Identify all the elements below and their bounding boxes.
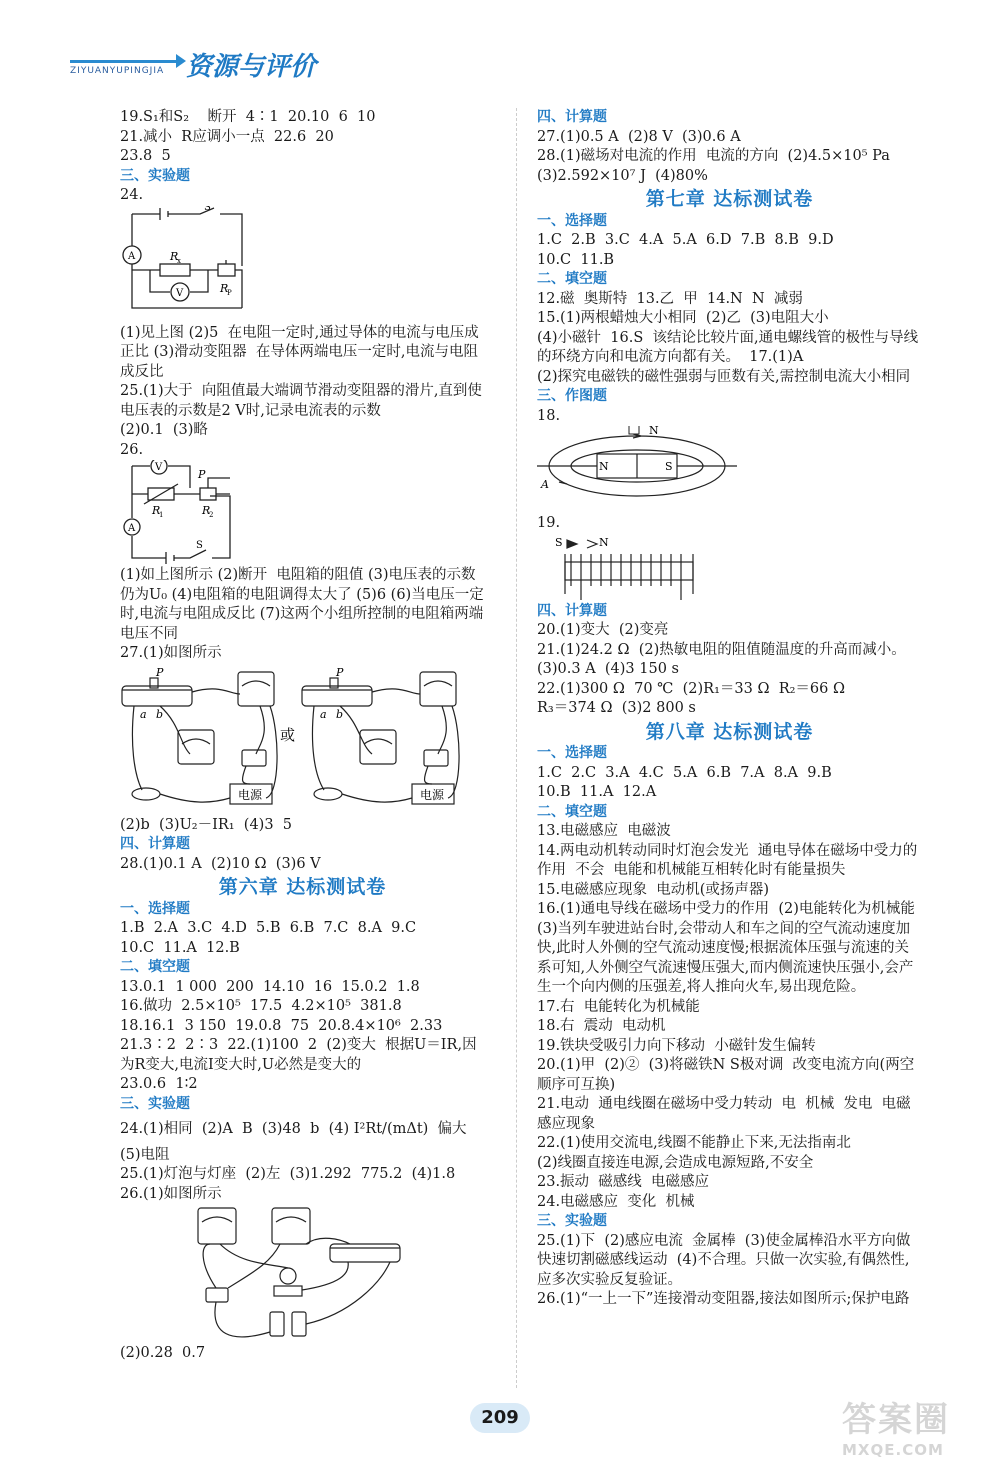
section-heading: 二、填空题 [537,803,607,820]
answer-line: 18.16.1 3 150 19.0.8 75 20.8.4×10⁶ 2.33 [120,1017,443,1034]
answer-line: 26.(1)“一上一下”连接滑动变阻器,接法如图所示;保护电路 [537,1291,910,1307]
answer-line: (2)0.1 (3)略 [120,422,208,438]
answer-line: (2)探究电磁铁的磁性强弱与匝数有关,需控制电流大小相同 [537,368,911,385]
power-label: 电源 [238,787,263,802]
page-header [66,42,356,84]
apparatus-diagram-27 [120,664,485,816]
answer-line: 13.电磁感应 电磁波 [537,823,671,839]
answer-line: (3)2.592×10⁷ J (4)80% [537,167,708,184]
section-heading: 四、计算题 [537,602,607,619]
answer-line: 26.(1)如图所示 [120,1185,222,1202]
svg-text:S: S [555,535,563,549]
answer-line: (4)小磁针 16.S 该结论比较片面,通电螺线管的极性与导线的环绕方向和电流方向都有关。 17.(1)A [537,329,919,365]
chapter-title: 第六章 达标测试卷 [218,876,387,898]
answer-line: 21.减小 R应调小一点 22.6 20 [120,128,334,145]
answer-line: (5)电阻 [120,1146,170,1163]
answer-line: R₃＝374 Ω (3)2 800 s [537,700,696,716]
page-number: 209 [470,1403,530,1433]
section-heading: 一、选择题 [537,745,607,761]
svg-text:b: b [336,707,344,721]
svg-text:A: A [128,523,136,534]
answer-line: 25.(1)下 (2)感应电流 金属棒 (3)使金属棒沿水平方向做快速切割磁感线运动 (4)不合理。只做一次实验,有偶然性,应多次实验反复验证。 [537,1232,911,1288]
svg-text:N: N [649,426,659,437]
svg-text:S: S [665,460,673,473]
svg-text:A: A [541,478,549,491]
svg-text:a: a [320,707,327,721]
svg-text:b: b [156,707,164,721]
answer-line: 22.(1)使用交流电,线圈不能静止下来,无法指南北 [537,1135,851,1151]
magnet-field-svg [537,426,737,514]
header-line [70,60,180,63]
circuit-diagram-26 [120,460,485,566]
svg-text:x: x [177,256,181,265]
solenoid-svg [537,534,737,602]
answer-line: 21.(1)24.2 Ω (2)热敏电阻的阻值随温度的升高而减小。 (3)0.3 A (4)3 150 s [537,641,915,677]
answer-line: 16.(1)通电导线在磁场中受力的作用 (2)电能转化为机械能 (3)当列车驶进站台时,会带动人和车之间的空气流动速度加快,此时人外侧的空气流动速度慢;根据流体压强与流速的关系可知,人外侧空气流速慢压强大,而内侧流速快压强小,会产生一个向内侧的压强差,将人推向火车,易出现危险。 [537,901,925,995]
section-heading: 一、选择题 [537,212,607,229]
power-label: 电源 [420,787,445,802]
svg-text:R: R [202,504,211,517]
answer-line: 13.0.1 1 000 200 14.10 16 15.0.2 1.8 [120,978,420,995]
answer-line: (2)0.28 0.7 [120,1345,206,1361]
section-heading: 三、实验题 [120,167,190,184]
section-heading: 三、实验题 [537,1213,607,1229]
answer-line: 15.电磁感应现象 电动机(或扬声器) [537,881,770,898]
circuit-diagram-24 [120,206,485,324]
question-number: 24. [120,187,144,203]
apparatus-26b-svg [120,1204,420,1344]
answer-line: 10.C 11.B [537,251,615,268]
answer-line: 23.0.6 1∶2 [120,1076,198,1092]
question-number: 18. [537,407,561,424]
solenoid-diagram [537,534,922,602]
left-column [120,108,485,1364]
answer-line: (2)b (3)U₂－IR₁ (4)3 5 [120,816,292,833]
circuit-24-svg [120,206,260,324]
svg-text:A: A [128,250,136,262]
arrow-icon [176,54,186,68]
or-label: 或 [280,725,296,744]
section-heading: 二、填空题 [120,959,190,975]
chapter-title: 第七章 达标测试卷 [645,188,814,210]
answer-line: 21.电动 通电线圈在磁场中受力转动 电 机械 发电 电磁感应现象 [537,1096,911,1132]
answer-line: 24.电磁感应 变化 机械 [537,1193,695,1210]
svg-text:V: V [176,287,184,299]
svg-text:S: S [196,540,203,551]
answer-line: 19.铁块受吸引力向下移动 小磁针发生偏转 [537,1037,816,1054]
answer-line: (1)见上图 (2)5 在电阻一定时,通过导体的电流与电压成正比 (3)滑动变阻器 在导体两端电压一定时,电流与电阻成反比 [120,324,479,380]
apparatus-diagram-26b [120,1204,485,1344]
answer-line: 21.3∶2 2∶3 22.(1)100 2 (2)变大 根据U＝IR,因为R变大,电流I变大时,U必然是变大的 [120,1037,477,1073]
header-subtitle: ZIYUANYUPINGJIA [70,66,165,76]
watermark-url: MXQE.COM [842,1441,944,1459]
answer-line: 22.(1)300 Ω 70 ℃ (2)R₁＝33 Ω R₂＝66 Ω [537,680,846,697]
section-heading: 一、选择题 [120,900,190,917]
svg-text:P: P [336,665,344,679]
column-divider [516,108,518,1388]
watermark-logo [842,1392,982,1459]
svg-text:a: a [140,707,147,721]
answer-line: 27.(1)如图所示 [120,645,222,661]
circuit-26-svg [120,460,260,566]
answer-line: 19.S₁和S₂ 断开 4∶1 20.10 6 10 [120,109,376,125]
answer-line: 25.(1)大于 向阻值最大端调节滑动变阻器的滑片,直到使电压表的示数是2 V时,记录电流表的示数 [120,383,482,419]
answer-line: 20.(1)变大 (2)变亮 [537,622,669,638]
answer-line: (2)线圈直接连电源,会造成电源短路,不安全 [537,1154,814,1171]
section-heading: 三、作图题 [537,388,607,404]
svg-text:P: P [227,288,232,297]
svg-text:S: S [204,205,211,213]
magnet-field-diagram [537,426,922,514]
answer-line: 25.(1)灯泡与灯座 (2)左 (3)1.292 775.2 (4)1.8 [120,1166,456,1182]
svg-text:2: 2 [209,511,214,519]
svg-text:P: P [156,665,164,679]
answer-line: 23.8 5 [120,148,171,164]
section-heading: 四、计算题 [120,836,190,852]
question-number: 26. [120,441,144,458]
answer-line: 12.磁 奥斯特 13.乙 甲 14.N N 减弱 [537,290,803,307]
watermark-text: 答案圈 [842,1400,950,1440]
answer-line: 27.(1)0.5 A (2)8 V (3)0.6 A [537,128,741,145]
section-heading: 四、计算题 [537,109,607,125]
svg-text:V: V [155,462,163,473]
answer-line: 16.做功 2.5×10⁵ 17.5 4.2×10⁵ 381.8 [120,998,402,1014]
answer-line: 28.(1)磁场对电流的作用 电流的方向 (2)4.5×10⁵ Pa [537,148,890,164]
section-heading: 二、填空题 [537,271,607,287]
answer-line: 24.(1)相同 (2)A B (3)48 b (4) I²Rt/(mΔt) 偏大 [120,1121,467,1137]
answer-line: 28.(1)0.1 A (2)10 Ω (3)6 V [120,855,321,872]
apparatus-27-svg [120,664,470,816]
answer-line: 1.C 2.B 3.C 4.A 5.A 6.D 7.B 8.B 9.D [537,232,834,248]
svg-text:1: 1 [159,511,164,519]
svg-text:N: N [599,460,609,473]
question-number: 19. [537,515,561,531]
answer-line: 18.右 震动 电动机 [537,1018,666,1034]
answer-line: 14.两电动机转动同时灯泡会发光 通电导体在磁场中受力的作用 不会 电能和机械能互相转化时有能量损失 [537,842,918,878]
answer-line: (1)如上图所示 (2)断开 电阻箱的阻值 (3)电压表的示数仍为U₀ (4)电阻箱的电阻调得太大了 (5)6 (6)当电压一定时,电流与电阻成反比 (7)这两个小组所控制的电阻箱两端电压不同 [120,567,484,642]
svg-text:P: P [198,468,206,481]
header-title: 资源与评价 [186,52,317,82]
answer-line: 1.B 2.A 3.C 4.D 5.B 6.B 7.C 8.A 9.C [120,920,417,936]
chapter-title: 第八章 达标测试卷 [645,720,814,743]
answer-line: 10.C 11.A 12.B [120,939,240,956]
svg-text:N: N [599,535,609,549]
svg-text:R: R [170,249,179,263]
svg-text:R: R [152,504,161,517]
svg-text:R: R [220,281,229,295]
section-heading: 三、实验题 [120,1095,190,1112]
answer-line: 17.右 电能转化为机械能 [537,998,700,1015]
answer-line: 15.(1)两根蜡烛大小相同 (2)乙 (3)电阻大小 [537,310,829,326]
answer-line: 20.(1)甲 (2)② (3)将磁铁N S极对调 改变电流方向(两空顺序可互换) [537,1057,915,1093]
answer-line: 1.C 2.C 3.A 4.C 5.A 6.B 7.A 8.A 9.B [537,764,832,781]
answer-line: 10.B 11.A 12.A [537,784,657,800]
answer-line: 23.振动 磁感线 电磁感应 [537,1174,709,1190]
right-column [537,108,925,1310]
